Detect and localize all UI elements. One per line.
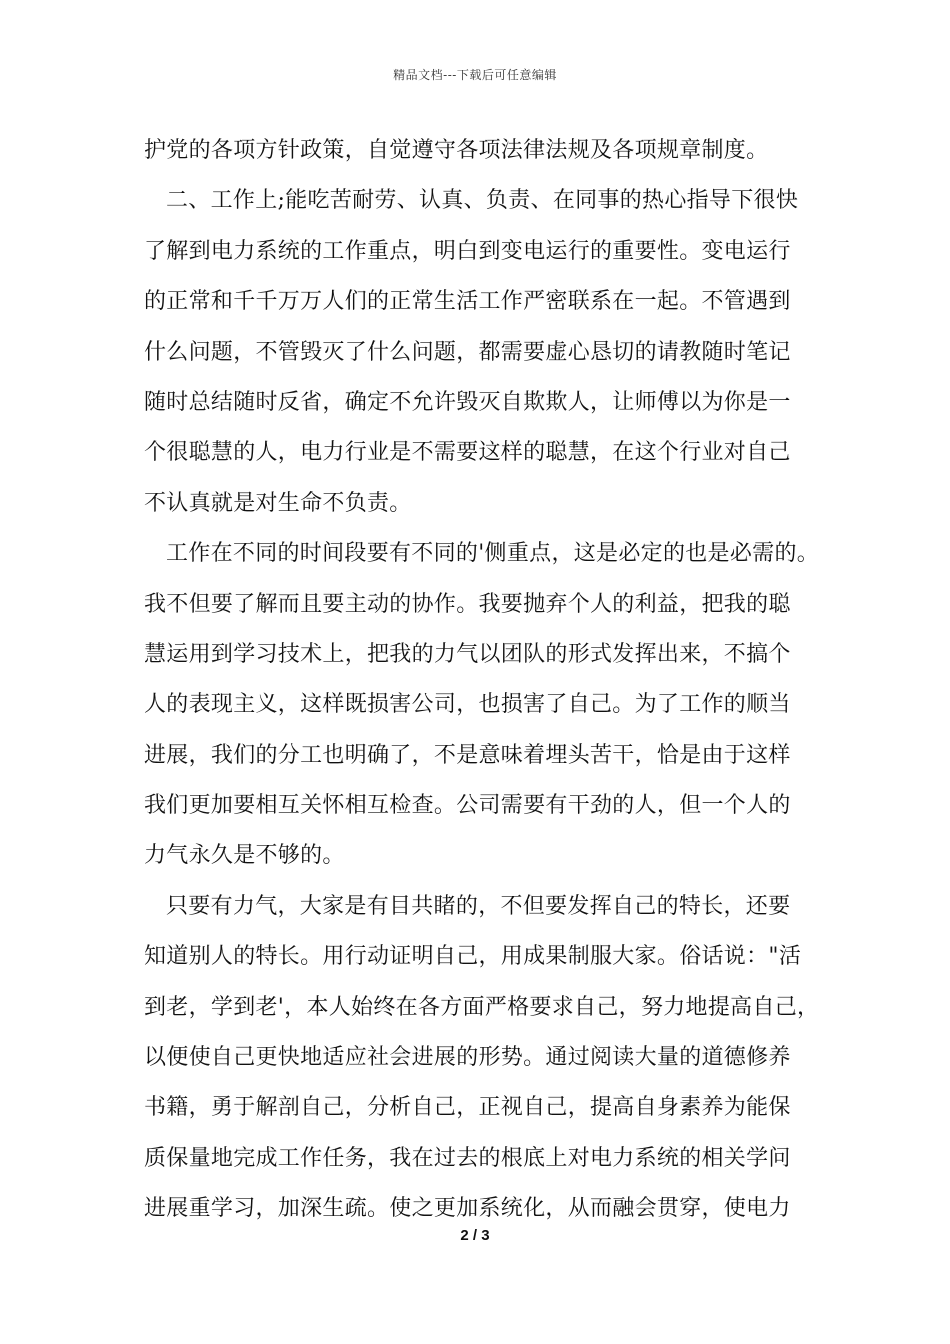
text-line: 知道别人的特长。用行动证明自己，用成果制服大家。俗话说："活 xyxy=(144,944,802,970)
text-line: 不认真就是对生命不负责。 xyxy=(144,490,412,516)
text-line: 到老，学到老'，本人始终在各方面严格要求自己，努力地提高自己， xyxy=(144,994,820,1020)
text-line: 书籍，勇于解剖自己，分析自己，正视自己，提高自身素养为能保 xyxy=(144,1095,791,1121)
text-line: 质保量地完成工作任务，我在过去的根底上对电力系统的相关学问 xyxy=(144,1145,791,1171)
text-line: 进展，我们的分工也明确了，不是意味着埋头苦干，恰是由于这样 xyxy=(144,742,791,768)
text-line: 了解到电力系统的工作重点，明白到变电运行的重要性。变电运行 xyxy=(144,238,791,264)
text-line: 人的表现主义，这样既损害公司，也损害了自己。为了工作的顺当 xyxy=(144,692,791,718)
text-line: 我们更加要相互关怀相互检查。公司需要有干劲的人，但一个人的 xyxy=(144,793,791,819)
text-line: 我不但要了解而且要主动的协作。我要抛弃个人的利益，把我的聪 xyxy=(144,591,791,617)
text-line: 二、工作上;能吃苦耐劳、认真、负责、在同事的热心指导下很快 xyxy=(166,188,799,214)
text-line: 什么问题，不管毁灭了什么问题，都需要虚心恳切的请教随时笔记 xyxy=(144,339,791,365)
text-line: 力气永久是不够的。 xyxy=(144,843,345,869)
text-line: 进展重学习，加深生疏。使之更加系统化，从而融会贯穿，使电力 xyxy=(144,1196,791,1222)
text-line: 只要有力气，大家是有目共睹的，不但要发挥自己的特长，还要 xyxy=(166,893,791,919)
text-line: 工作在不同的时间段要有不同的'侧重点，这是必定的也是必需的。 xyxy=(166,541,820,567)
page-header: 精品文档---下载后可任意编辑 xyxy=(393,68,557,82)
text-line: 个很聪慧的人，电力行业是不需要这样的聪慧，在这个行业对自己 xyxy=(144,440,791,466)
text-line: 随时总结随时反省，确定不允许毁灭自欺欺人，让师傅以为你是一 xyxy=(144,389,791,415)
page-number: 2 / 3 xyxy=(460,1227,490,1244)
text-line: 的正常和千千万万人们的正常生活工作严密联系在一起。不管遇到 xyxy=(144,289,791,315)
text-line: 以便使自己更快地适应社会进展的形势。通过阅读大量的道德修养 xyxy=(144,1045,791,1071)
text-line: 慧运用到学习技术上，把我的力气以团队的形式发挥出来，不搞个 xyxy=(144,641,791,667)
text-line: 护党的各项方针政策，自觉遵守各项法律法规及各项规章制度。 xyxy=(144,138,769,163)
body-text xyxy=(144,126,826,1235)
